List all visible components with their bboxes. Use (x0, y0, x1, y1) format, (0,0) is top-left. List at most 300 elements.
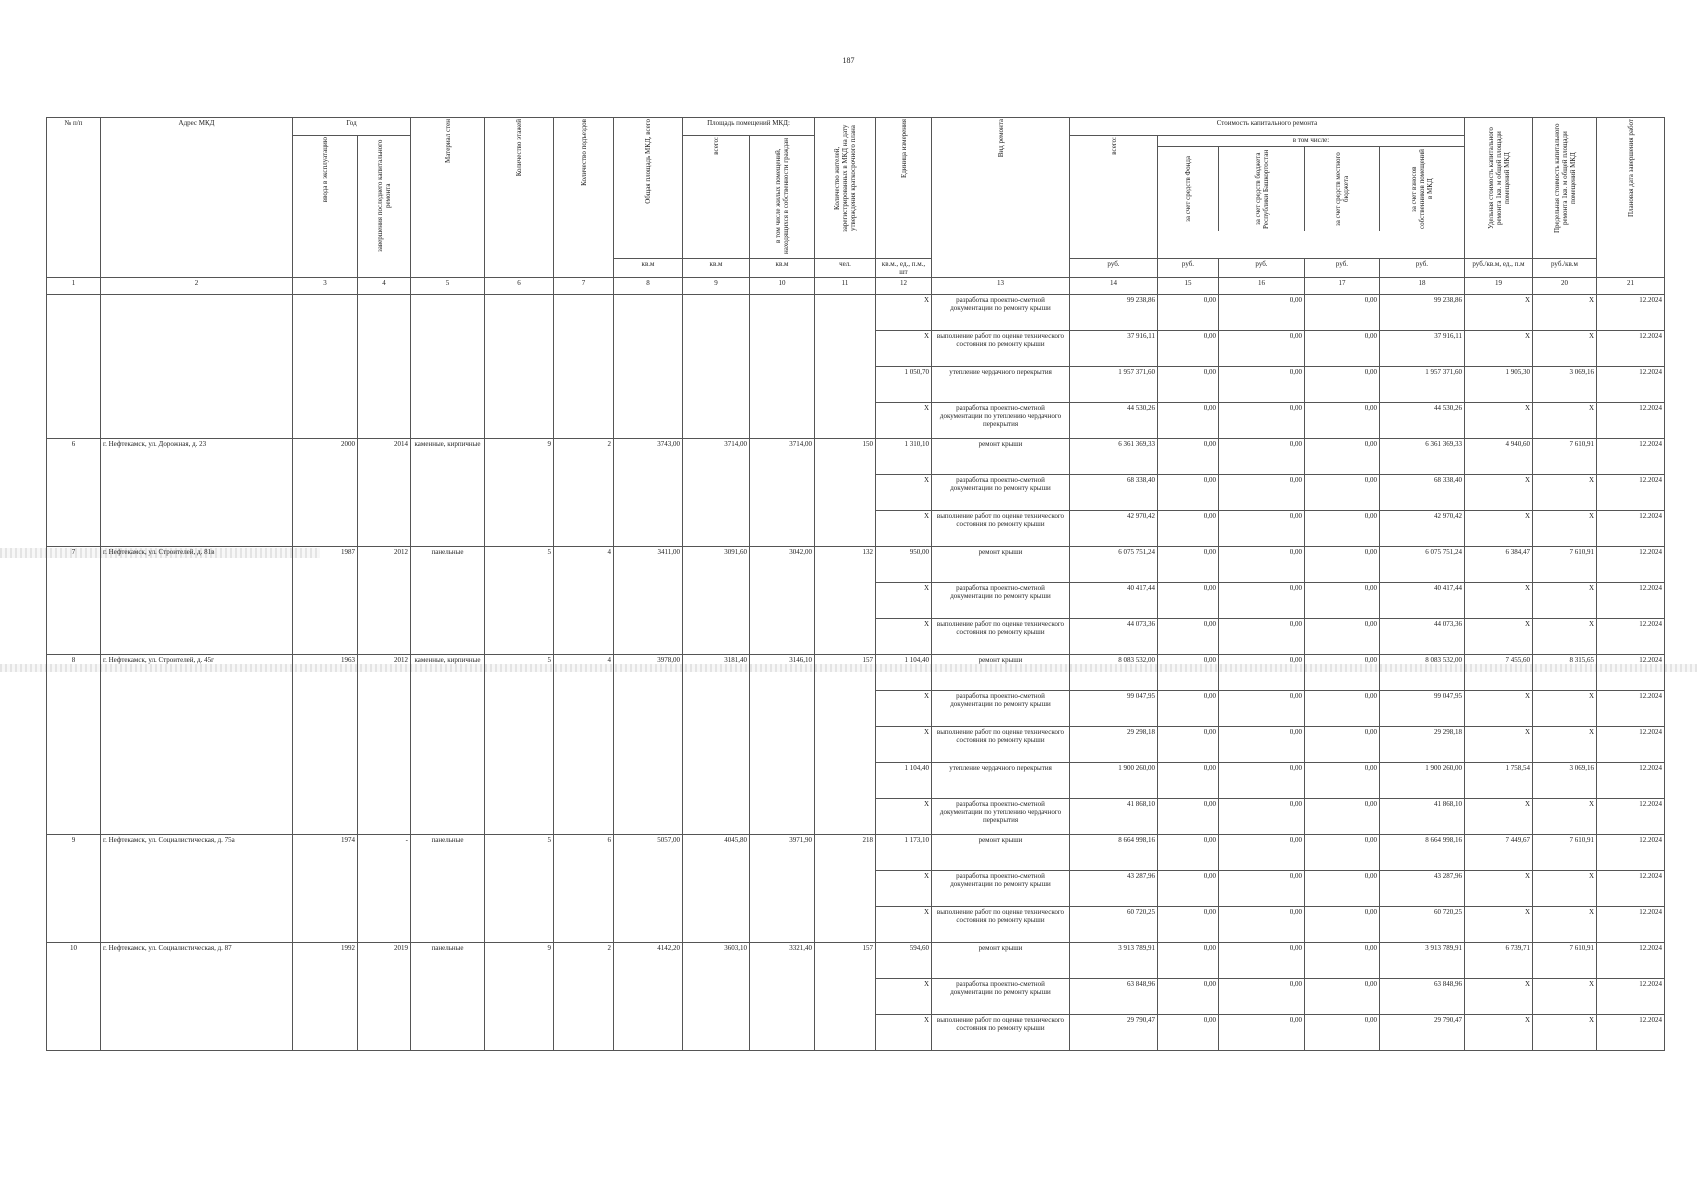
unit-unit: кв.м., ед., п.м., шт (876, 259, 932, 278)
cost-local: 0,00 (1305, 295, 1380, 331)
unit-cost: X (1465, 583, 1533, 619)
cost-owners: 29 298,18 (1380, 727, 1465, 763)
end-date: 12.2024 (1597, 619, 1665, 655)
total-area: 3743,00 (614, 439, 683, 547)
unit-cost: X (1465, 979, 1533, 1015)
end-date: 12.2024 (1597, 979, 1665, 1015)
unit-area-all: кв.м (683, 259, 750, 278)
work-type: утепление чердачного перекрытия (932, 763, 1070, 799)
unit-cost: X (1465, 1015, 1533, 1051)
cost-republic: 0,00 (1219, 655, 1305, 691)
wall-material: каменные, кирпичные (411, 655, 485, 835)
column-number: 16 (1219, 278, 1305, 295)
header-cost-fund: за счет средств Фонда (1184, 156, 1193, 222)
column-number: 20 (1533, 278, 1597, 295)
cost-republic: 0,00 (1219, 691, 1305, 727)
work-type: утепление чердачного перекрытия (932, 367, 1070, 403)
table-row (47, 655, 1665, 691)
entrances-count: 6 (554, 835, 614, 943)
unit-value: 594,60 (876, 943, 932, 979)
cost-republic: 0,00 (1219, 979, 1305, 1015)
area-all: 4045,80 (683, 835, 750, 943)
cost-fund: 0,00 (1158, 655, 1219, 691)
cost-owners: 60 720,25 (1380, 907, 1465, 943)
column-number-row (47, 278, 1665, 295)
house-number: 8 (47, 655, 101, 835)
cost-fund: 0,00 (1158, 547, 1219, 583)
header-address: Адрес МКД (101, 118, 293, 278)
max-cost: 8 315,65 (1533, 655, 1597, 691)
cost-fund: 0,00 (1158, 583, 1219, 619)
work-type: выполнение работ по оценке технического состояния по ремонту крыши (932, 1015, 1070, 1051)
work-type: разработка проектно-сметной документации по ремонту крыши (932, 475, 1070, 511)
cost-local: 0,00 (1305, 871, 1380, 907)
unit-value: 950,00 (876, 547, 932, 583)
entrances-count: 4 (554, 547, 614, 655)
header-area-residential: в том числе жилых помещений, находящихся в собственности граждан (774, 138, 790, 254)
column-number: 8 (614, 278, 683, 295)
header-cost-incl: в том числе: (1158, 136, 1464, 147)
max-cost: X (1533, 511, 1597, 547)
cost-fund: 0,00 (1158, 403, 1219, 439)
unit-cost: X (1465, 727, 1533, 763)
unit-max-cost: руб./кв.м (1533, 259, 1597, 278)
cost-owners: 40 417,44 (1380, 583, 1465, 619)
unit-cost: X (1465, 907, 1533, 943)
wall-material: каменные, кирпичные (411, 439, 485, 547)
header-wall-material: Материал стен (443, 119, 452, 163)
unit-value: X (876, 619, 932, 655)
unit-cost-owners: руб. (1380, 259, 1465, 278)
header-total-area: Общая площадь МКД, всего (644, 119, 652, 204)
residents-count: 218 (815, 835, 876, 943)
header-cost-owners: за счет взносов собственников помещений в МКД (1410, 149, 1435, 229)
unit-cost: 1 758,54 (1465, 763, 1533, 799)
cost-owners: 8 083 532,00 (1380, 655, 1465, 691)
unit-cost: X (1465, 511, 1533, 547)
cost-republic: 0,00 (1219, 475, 1305, 511)
column-number: 13 (932, 278, 1070, 295)
header-area-all: всего: (712, 137, 720, 155)
year-commission: 1974 (293, 835, 358, 943)
max-cost: X (1533, 871, 1597, 907)
house-number: 10 (47, 943, 101, 1051)
unit-value: X (876, 511, 932, 547)
work-type: выполнение работ по оценке технического состояния по ремонту крыши (932, 619, 1070, 655)
cost-owners: 99 047,95 (1380, 691, 1465, 727)
cost-total: 8 664 998,16 (1070, 835, 1158, 871)
cost-fund: 0,00 (1158, 1015, 1219, 1051)
floors-count: 5 (485, 835, 554, 943)
header-unit: Единица измерения (899, 119, 908, 178)
cost-fund: 0,00 (1158, 943, 1219, 979)
cost-fund: 0,00 (1158, 439, 1219, 475)
cost-owners: 63 848,96 (1380, 979, 1465, 1015)
cost-republic: 0,00 (1219, 871, 1305, 907)
unit-cost: X (1465, 475, 1533, 511)
work-type: ремонт крыши (932, 547, 1070, 583)
cost-total: 44 530,26 (1070, 403, 1158, 439)
unit-cost-republic: руб. (1219, 259, 1305, 278)
max-cost: X (1533, 979, 1597, 1015)
house-address: г. Нефтекамск, ул. Дорожная, д. 23 (101, 439, 293, 547)
work-type: разработка проектно-сметной документации по ремонту крыши (932, 583, 1070, 619)
end-date: 12.2024 (1597, 583, 1665, 619)
unit-cost: X (1465, 799, 1533, 835)
year-commission: 2000 (293, 439, 358, 547)
cost-republic: 0,00 (1219, 907, 1305, 943)
end-date: 12.2024 (1597, 763, 1665, 799)
header-cost-total: всего: (1109, 137, 1118, 155)
work-type: разработка проектно-сметной документации по ремонту крыши (932, 871, 1070, 907)
cost-owners: 29 790,47 (1380, 1015, 1465, 1051)
unit-cost: X (1465, 871, 1533, 907)
end-date: 12.2024 (1597, 403, 1665, 439)
unit-value: 1 310,10 (876, 439, 932, 475)
residents-count (815, 295, 876, 439)
residents-count: 150 (815, 439, 876, 547)
end-date: 12.2024 (1597, 331, 1665, 367)
year-last-repair (358, 295, 411, 439)
cost-local: 0,00 (1305, 475, 1380, 511)
area-all (683, 295, 750, 439)
house-number: 6 (47, 439, 101, 547)
unit-value: X (876, 691, 932, 727)
cost-local: 0,00 (1305, 799, 1380, 835)
floors-count: 9 (485, 439, 554, 547)
cost-total: 43 287,96 (1070, 871, 1158, 907)
floors-count: 9 (485, 943, 554, 1051)
cost-owners: 44 530,26 (1380, 403, 1465, 439)
area-residential: 3146,10 (750, 655, 815, 835)
unit-cost: X (1465, 691, 1533, 727)
year-commission: 1963 (293, 655, 358, 835)
max-cost: 7 610,91 (1533, 547, 1597, 583)
cost-republic: 0,00 (1219, 727, 1305, 763)
work-type: ремонт крыши (932, 943, 1070, 979)
cost-local: 0,00 (1305, 979, 1380, 1015)
house-address: г. Нефтекамск, ул. Строителей, д. 81в (101, 547, 293, 655)
cost-owners: 6 361 369,33 (1380, 439, 1465, 475)
cost-total: 68 338,40 (1070, 475, 1158, 511)
header-work-type: Вид ремонта (996, 119, 1005, 158)
max-cost: X (1533, 403, 1597, 439)
end-date: 12.2024 (1597, 655, 1665, 691)
unit-value: X (876, 907, 932, 943)
cost-republic: 0,00 (1219, 331, 1305, 367)
cost-fund: 0,00 (1158, 907, 1219, 943)
cost-owners: 8 664 998,16 (1380, 835, 1465, 871)
residents-count: 132 (815, 547, 876, 655)
header-area-group: Площадь помещений МКД: (683, 118, 815, 136)
cost-fund: 0,00 (1158, 475, 1219, 511)
work-type: выполнение работ по оценке технического состояния по ремонту крыши (932, 331, 1070, 367)
column-number: 1 (47, 278, 101, 295)
cost-local: 0,00 (1305, 619, 1380, 655)
unit-value: X (876, 979, 932, 1015)
unit-unit-cost: руб./кв.м, ед., п.м (1465, 259, 1533, 278)
unit-value: X (876, 1015, 932, 1051)
cost-republic: 0,00 (1219, 511, 1305, 547)
work-type: разработка проектно-сметной документации по ремонту крыши (932, 295, 1070, 331)
header-end-date: Плановая дата завершения работ (1626, 119, 1635, 218)
residents-count: 157 (815, 655, 876, 835)
wall-material (411, 295, 485, 439)
cost-total: 60 720,25 (1070, 907, 1158, 943)
house-address: г. Нефтекамск, ул. Социалистическая, д. 75а (101, 835, 293, 943)
max-cost: X (1533, 475, 1597, 511)
max-cost: X (1533, 907, 1597, 943)
cost-total: 1 900 260,00 (1070, 763, 1158, 799)
unit-value: X (876, 403, 932, 439)
year-last-repair: 2012 (358, 655, 411, 835)
unit-cost: 6 384,47 (1465, 547, 1533, 583)
max-cost: 3 069,16 (1533, 763, 1597, 799)
cost-total: 1 957 371,60 (1070, 367, 1158, 403)
cost-republic: 0,00 (1219, 835, 1305, 871)
cost-fund: 0,00 (1158, 511, 1219, 547)
column-number: 12 (876, 278, 932, 295)
max-cost: X (1533, 727, 1597, 763)
column-number: 3 (293, 278, 358, 295)
column-number: 2 (101, 278, 293, 295)
cost-owners: 41 868,10 (1380, 799, 1465, 835)
cost-owners: 1 957 371,60 (1380, 367, 1465, 403)
cost-owners: 1 900 260,00 (1380, 763, 1465, 799)
column-number: 7 (554, 278, 614, 295)
unit-cost: X (1465, 619, 1533, 655)
unit-cost: 7 449,67 (1465, 835, 1533, 871)
entrances-count (554, 295, 614, 439)
cost-local: 0,00 (1305, 691, 1380, 727)
max-cost: 3 069,16 (1533, 367, 1597, 403)
max-cost: X (1533, 295, 1597, 331)
cost-local: 0,00 (1305, 547, 1380, 583)
floors-count: 5 (485, 655, 554, 835)
house-address: г. Нефтекамск, ул. Социалистическая, д. 87 (101, 943, 293, 1051)
header-max-cost: Предельная стоимость капитального ремонта 1кв. м общей площади помещений МКД (1552, 123, 1577, 233)
entrances-count: 4 (554, 655, 614, 835)
end-date: 12.2024 (1597, 439, 1665, 475)
cost-republic: 0,00 (1219, 763, 1305, 799)
total-area: 3978,00 (614, 655, 683, 835)
cost-total: 44 073,36 (1070, 619, 1158, 655)
cost-fund: 0,00 (1158, 295, 1219, 331)
house-number (47, 295, 101, 439)
cost-owners: 99 238,86 (1380, 295, 1465, 331)
max-cost: 7 610,91 (1533, 439, 1597, 475)
cost-fund: 0,00 (1158, 691, 1219, 727)
max-cost: X (1533, 331, 1597, 367)
cost-republic: 0,00 (1219, 619, 1305, 655)
column-number: 19 (1465, 278, 1533, 295)
unit-value: X (876, 727, 932, 763)
unit-cost: 7 455,60 (1465, 655, 1533, 691)
max-cost: X (1533, 619, 1597, 655)
end-date: 12.2024 (1597, 1015, 1665, 1051)
cost-fund: 0,00 (1158, 763, 1219, 799)
area-residential: 3971,90 (750, 835, 815, 943)
year-last-repair: 2014 (358, 439, 411, 547)
unit-total-area: кв.м (614, 259, 683, 278)
cost-local: 0,00 (1305, 511, 1380, 547)
cost-owners: 6 075 751,24 (1380, 547, 1465, 583)
cost-republic: 0,00 (1219, 799, 1305, 835)
cost-total: 41 868,10 (1070, 799, 1158, 835)
cost-local: 0,00 (1305, 835, 1380, 871)
total-area: 4142,20 (614, 943, 683, 1051)
work-type: ремонт крыши (932, 439, 1070, 475)
cost-total: 29 298,18 (1070, 727, 1158, 763)
column-number: 4 (358, 278, 411, 295)
area-all: 3714,00 (683, 439, 750, 547)
cost-total: 99 238,86 (1070, 295, 1158, 331)
year-commission: 1987 (293, 547, 358, 655)
header-cost-republic: за счет средств бюджета Республики Башкортостан (1253, 149, 1270, 229)
column-number: 11 (815, 278, 876, 295)
year-commission (293, 295, 358, 439)
unit-cost: X (1465, 331, 1533, 367)
cost-owners: 3 913 789,91 (1380, 943, 1465, 979)
end-date: 12.2024 (1597, 511, 1665, 547)
end-date: 12.2024 (1597, 799, 1665, 835)
year-commission: 1992 (293, 943, 358, 1051)
repair-plan-table (46, 117, 1665, 1051)
work-type: ремонт крыши (932, 655, 1070, 691)
column-number: 17 (1305, 278, 1380, 295)
cost-fund: 0,00 (1158, 871, 1219, 907)
cost-local: 0,00 (1305, 583, 1380, 619)
cost-total: 29 790,47 (1070, 1015, 1158, 1051)
cost-republic: 0,00 (1219, 367, 1305, 403)
header-year-group: Год (293, 118, 411, 136)
max-cost: X (1533, 583, 1597, 619)
column-number: 15 (1158, 278, 1219, 295)
table-row (47, 943, 1665, 979)
residents-count: 157 (815, 943, 876, 1051)
end-date: 12.2024 (1597, 295, 1665, 331)
unit-value: X (876, 295, 932, 331)
unit-cost: X (1465, 295, 1533, 331)
cost-local: 0,00 (1305, 331, 1380, 367)
work-type: разработка проектно-сметной документации по ремонту крыши (932, 979, 1070, 1015)
cost-republic: 0,00 (1219, 583, 1305, 619)
header-entrances: Количество подъездов (579, 119, 588, 186)
end-date: 12.2024 (1597, 691, 1665, 727)
work-type: выполнение работ по оценке технического состояния по ремонту крыши (932, 727, 1070, 763)
entrances-count: 2 (554, 943, 614, 1051)
work-type: ремонт крыши (932, 835, 1070, 871)
wall-material: панельные (411, 943, 485, 1051)
unit-cost: 6 739,71 (1465, 943, 1533, 979)
unit-value: 1 104,40 (876, 655, 932, 691)
cost-total: 6 075 751,24 (1070, 547, 1158, 583)
end-date: 12.2024 (1597, 367, 1665, 403)
page-number: 187 (842, 56, 855, 65)
cost-local: 0,00 (1305, 655, 1380, 691)
cost-total: 42 970,42 (1070, 511, 1158, 547)
max-cost: X (1533, 1015, 1597, 1051)
house-address (101, 295, 293, 439)
floors-count (485, 295, 554, 439)
cost-total: 37 916,11 (1070, 331, 1158, 367)
column-number: 10 (750, 278, 815, 295)
cost-local: 0,00 (1305, 1015, 1380, 1051)
cost-local: 0,00 (1305, 367, 1380, 403)
end-date: 12.2024 (1597, 547, 1665, 583)
header-floors: Количество этажей (515, 119, 523, 177)
unit-area-residential: кв.м (750, 259, 815, 278)
header-cost-group: Стоимость капитального ремонта (1070, 118, 1465, 136)
house-number: 7 (47, 547, 101, 655)
floors-count: 5 (485, 547, 554, 655)
cost-republic: 0,00 (1219, 547, 1305, 583)
work-type: выполнение работ по оценке технического состояния по ремонту крыши (932, 511, 1070, 547)
unit-cost: 1 905,30 (1465, 367, 1533, 403)
table-row (47, 295, 1665, 331)
cost-owners: 68 338,40 (1380, 475, 1465, 511)
column-number: 9 (683, 278, 750, 295)
unit-cost: 4 940,60 (1465, 439, 1533, 475)
cost-total: 40 417,44 (1070, 583, 1158, 619)
area-residential: 3714,00 (750, 439, 815, 547)
year-last-repair: 2012 (358, 547, 411, 655)
column-number: 5 (411, 278, 485, 295)
area-residential: 3321,40 (750, 943, 815, 1051)
table-row (47, 547, 1665, 583)
end-date: 12.2024 (1597, 475, 1665, 511)
total-area: 3411,00 (614, 547, 683, 655)
cost-total: 99 047,95 (1070, 691, 1158, 727)
cost-owners: 44 073,36 (1380, 619, 1465, 655)
table-row (47, 439, 1665, 475)
wall-material: панельные (411, 547, 485, 655)
area-residential (750, 295, 815, 439)
unit-value: 1 104,40 (876, 763, 932, 799)
cost-fund: 0,00 (1158, 727, 1219, 763)
unit-value: X (876, 799, 932, 835)
cost-local: 0,00 (1305, 727, 1380, 763)
max-cost: X (1533, 691, 1597, 727)
cost-fund: 0,00 (1158, 799, 1219, 835)
unit-value: X (876, 583, 932, 619)
unit-value: X (876, 331, 932, 367)
unit-value: X (876, 871, 932, 907)
cost-republic: 0,00 (1219, 1015, 1305, 1051)
unit-residents: чел. (815, 259, 876, 278)
cost-republic: 0,00 (1219, 403, 1305, 439)
header-unit-cost: Удельная стоимость капитального ремонта 1кв. м общей площади помещений МКД (1486, 127, 1511, 229)
cost-republic: 0,00 (1219, 943, 1305, 979)
total-area: 5057,00 (614, 835, 683, 943)
area-all: 3091,60 (683, 547, 750, 655)
cost-fund: 0,00 (1158, 835, 1219, 871)
header-num: № п/п (47, 118, 101, 278)
unit-value: 1 050,70 (876, 367, 932, 403)
unit-cost: X (1465, 403, 1533, 439)
cost-republic: 0,00 (1219, 295, 1305, 331)
house-number: 9 (47, 835, 101, 943)
cost-fund: 0,00 (1158, 979, 1219, 1015)
column-number: 6 (485, 278, 554, 295)
column-number: 18 (1380, 278, 1465, 295)
unit-cost-local: руб. (1305, 259, 1380, 278)
table-row (47, 835, 1665, 871)
wall-material: панельные (411, 835, 485, 943)
work-type: выполнение работ по оценке технического состояния по ремонту крыши (932, 907, 1070, 943)
area-all: 3603,10 (683, 943, 750, 1051)
cost-fund: 0,00 (1158, 619, 1219, 655)
